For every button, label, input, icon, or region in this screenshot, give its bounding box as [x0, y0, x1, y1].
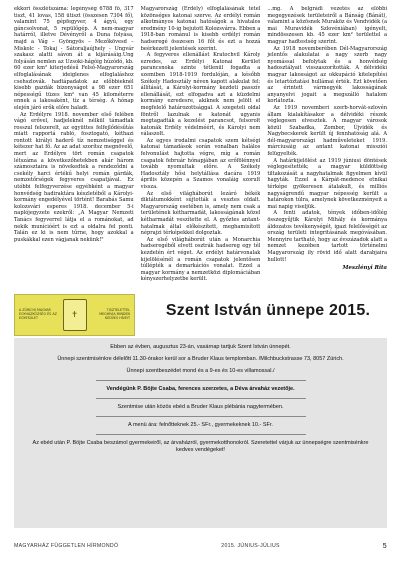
paragraph: ...mg. A belgrádi vezetés az előbbi megegyezések területeiről a Bánság (Bánát), valamint a közösnek Muraköz és Vendvidék (a mai Muravidék Szlovéniában) igényelt, mindösszesen kb. 45 ezer km² területtel a magyar hadtestség szerint.	[267, 6, 388, 45]
banner-left-text: A ZÜRICHI MAGYAR EGYHÁZKÖZSÉG ÉS AZ EGYESÜLET	[19, 308, 57, 320]
church-icon: ✝	[63, 299, 87, 331]
event-guest: Vendégünk P. Böjte Csaba, ferences szerzetes, a Déva árvaház vezetője.	[106, 386, 295, 392]
event-title: Szent István ünnepe 2015.	[165, 302, 371, 319]
divider	[96, 416, 306, 417]
event-line: Szentmise után közös ebéd a Bruder Klaus plébánia nagytermében.	[117, 404, 284, 410]
divider	[96, 380, 306, 381]
paragraph: Magyarország (Erdély) elfoglalásának tétel közönséges katonai szerve. Az erdélyi román alkotmányos katonai hatóságok a hivatalos eredmény 10-ig bejutott Kolozsvárra. Ebben a 1918-ban románul is kisebb erdélyi román hadseregé összesen 16 főt és ezt a hozzá beérkezett jelentések szerint.	[140, 6, 261, 52]
article-column-2	[141, 6, 261, 292]
paragraph: Az 1918 novemberében Dél-Magyarország jelentős alakulatai a nagy szerb nagy nyomással befolytak és a honvédség hadosztályait visszaszorították. A délvidéki magyar lakosságot az okkupáció kitelepítési és letartóztatási hullámai érték. Ezt követően az érintett vármegyék lakosságának anyanyelvi jogait a megszálló hatalom korlátozta.	[267, 45, 388, 105]
page-number: 5	[382, 542, 387, 550]
divider	[96, 398, 306, 399]
page-footer	[14, 541, 387, 551]
paragraph: A fenti adatok, tények időben-időlég összegyűjtik Károlyi Mihály és kormánya áldozatos tevékenységét, igazi felelősségét az ország területi integritásának megóvásában. Mennyire tartható, hogy az évszázadok alatt a nemzet kezében tartott történelmi Magyarország ily rövid idő alatt darabjaira hullott!	[267, 210, 388, 263]
paragraph: ekkori összlétszáma: legénység 6788 fő, 317 tiszt, 41 lovas, 158 ütiszt (összesen 7304 fő), valamint 75 gépfegyver, 4 ágyú, egy gáncsolvonat, 5 repülőgép. A nem-magyar határról, illetve Dévényről a Duna folyása, majd a Vág – Gyöngyös – Mezőkövesd – Miskolc - Tokaj - Sátoraljaújhely - Ungvár szakasz alatti sávon át a kijárásáig.Ung folyásán nemlen az Uzsoki-hágóig húzódó, kb. 60 ezer km² kiterjedésű Felső-Magyarország elfoglalásának ideiglenes elfoglaláshoz csehszlovák. hadtápadatok az előbbieknél kisebb gazdák bizonyságot a 98 ezer 651 népességű tüzes km² van 45 kilométerre ennek a lakosaként, tíz a térség. A hónap elején járó erők előre haladt.	[14, 6, 134, 111]
issue-date: 2015. JÚNIUS-JÚLIUS	[221, 543, 280, 549]
event-line: A menü ára: felnőtteknek 25.- SFr., gyermekeknek 10.- SFr.	[128, 422, 273, 428]
paragraph: Az első világháborút után a Monarchia hadseregéből elvett osztrák hadsereg egy tél kezdetén ért véget. Az erdélyi határvonalak kijelölésénél a román csapatok jelentősen túllépték a demarkációs vonalat. Ezzel a magyar kormány a nemzetközi diplomáciában kényszerhelyzetbe került.	[140, 236, 261, 283]
paragraph: Az Erdélyre 1918. november első felében vágó erővel, hadjeleknél nélkül támadtak rosszul felszerelt, az együttes felfejlődésűtás miatt rapportá rabló, fosztogató, kéthazi rontott királyi haderő tíz nemzetiséggel és kétezer hat fő. Az az adat szorítsz megnövelő, mert az Erdélyre tört román csapatok létszáma a következőhetekben akár három számosztaira is növekedtek a rendeződni a csekély harci értékű helyi román gárdák, nemzetőrségek fegyveres csapatjával. Ez utóbbi felfegyverzése egyébként a magyar honvédség hadiraktára készletéből a Károlyi-kormány engedélyével történt! Barabás Samu kolozsvári esperes 1918. december 5-i naplójegyzete ezekről: „A Magyar Nemzeti Tanács fegyverrel látja el a románokat, ad nekik munícióért is ezt a oldalra fel ponti. Talán ez ki is nem tűrne, hogy azokkal a puskákkal ezen vágjanak nekünk!"	[14, 111, 134, 243]
banner-right-text: TISZTELETTEL MEGHÍVJA MINDEN KEDVES HÍVEIT	[99, 308, 130, 320]
divider	[96, 434, 306, 435]
publication-name: MAGYARHÁZ FÜGGETLEN HÍRMONDÓ	[14, 543, 119, 549]
article-columns	[14, 6, 387, 292]
paragraph: A fegyveres ellenállást Kratochvil Károly ezredes, az Erdélyi Katonai Kerület parancsnoka szinte tétlenül fogadta a szemiben 1918-1919 fordulóján, a később Székely Hadosztály néven kapott alakulat fel: állítását, a Károlyi-kormány kezdeti passzív ellenállását, ezt elfogadva azt a küzdelmi kormány ezredesre, akiknek nem jelölt el megfelelő határozottsággal. A szegeteli oldal föntről lazulnak e katonát ugyanis megtagadták a kezelést parancsot, felsorolt katonák Erdély védelméért, és Károlyi nem válaszolt.	[140, 52, 261, 138]
author-signature: Meszlényi Rita	[342, 265, 388, 272]
event-line: Ünnepi szentbeszédet mond és a 9-es és 10-es villamossal./	[126, 368, 275, 374]
paragraph: Az 1919 novemberi szerb-horvát-szlovén állam kialakításakor a délvidéki részek véglegesen elvesztek. A magyar városok közül Szabadka, Zombor, Újvidék és Nagybecskerek került új fennhatóság alá. A dél-magyarországi hadműveleteket 1919. márciusáig az antant katonai missziói felügyelték.	[267, 104, 388, 158]
article-column-3	[267, 6, 387, 292]
paragraph: A határkijelölést az 1919 júniusi döntések véglegesítették; a magyar küldöttség tiltakozását a nagyhatalmak figyelmen kívül hagyták. Ezzel a Kárpát-medence etnikai térképe gyökeresen átalakult, és milliós nagyságrendű magyar népesség került a határokon túlra, amelynek következményeit a mai napig viseljük.	[267, 157, 388, 210]
article-column-1	[14, 6, 134, 292]
paragraph: Az egyes irodalmi csapatok szem kétségi katonai támadások során vonalban halálos felvonulást hajtotta végre, míg a román csapatok február hónapjában az erőfölénnyel tovább nyomultak előre. A Székely Hadosztály hősi helytállása dacára 1919 április közepén a Szamos vonaláig szorult vissza.	[140, 137, 261, 191]
paragraph: Az első világháborút lezáró békék diktátumokként sújtották a vesztes oldalt. Magyarország esetében is, amely nem csak a területének kétharmadát, lakosságának közel kétharmadát veszítette el. A győztes antant-hatalmak által előkészített, meghamisított néprajzi térképekkel dolgoztak.	[140, 190, 261, 237]
event-line: Ünnepi szentmisénkre délelőtt 11.30-órakor kerül sor a Bruder Klaus templomban. /Milchbuckstrasse 73, 8057 Zürich.	[57, 356, 344, 362]
event-line: Az ebéd után P. Böjte Csaba beszámol gyermekeiről, az árvaházról, gyermekotthonokról. Szeretettel várjuk az ünnepségre szentmisénkre kedves vendégeket!	[32, 440, 369, 453]
event-banner	[14, 294, 135, 336]
event-line: Ebben az évben, augusztus 23-án, vasárnap tartjuk Szent István ünnepét.	[110, 344, 291, 350]
